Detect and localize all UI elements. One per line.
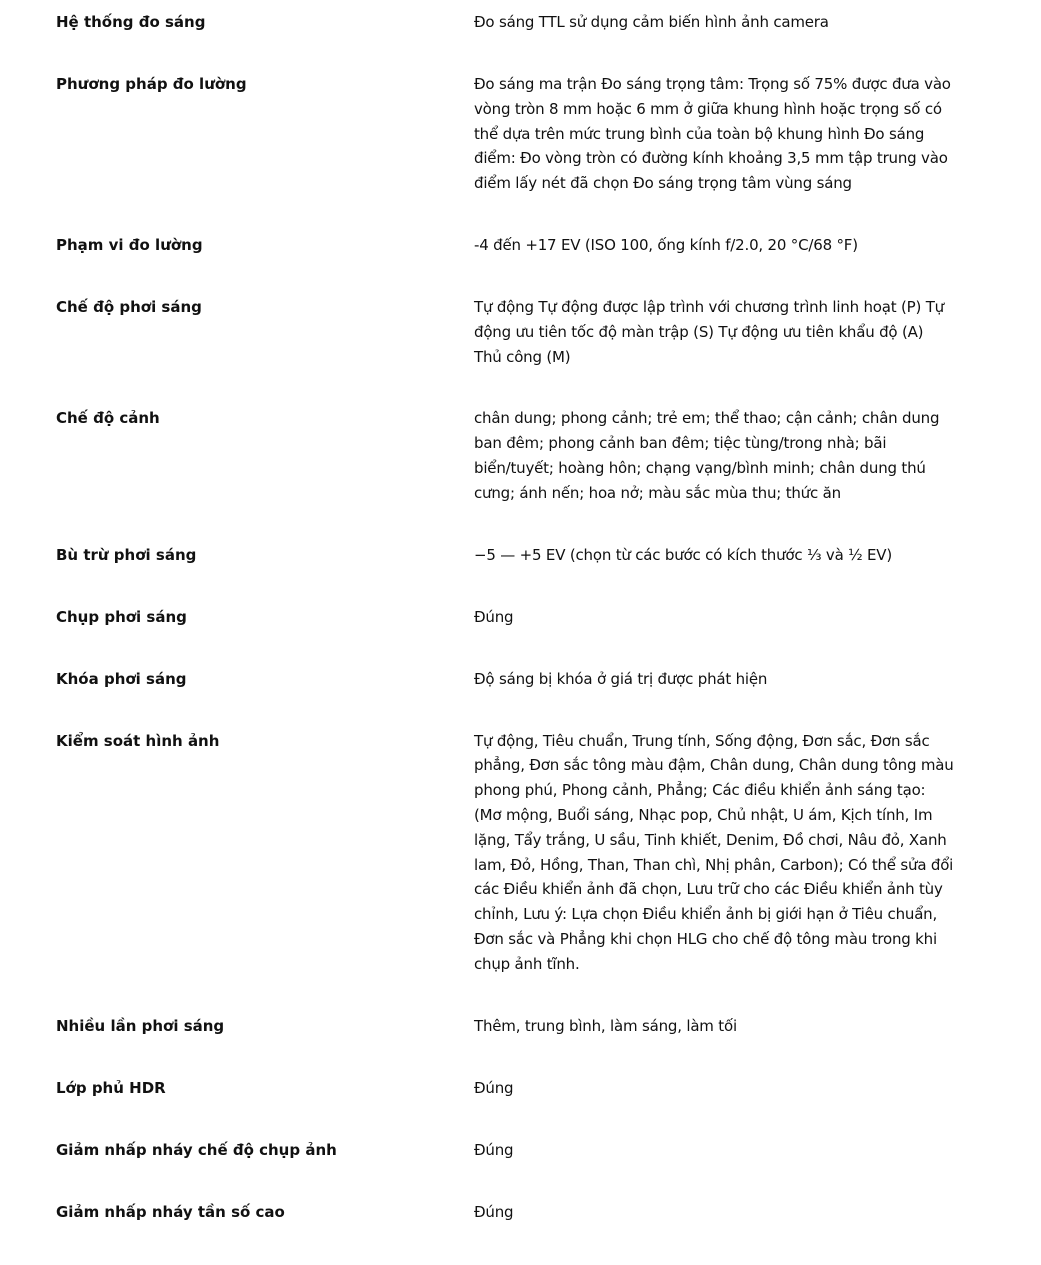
spec-value: Đo sáng ma trận Đo sáng trọng tâm: Trọng số 75% được đưa vào vòng tròn 8 mm hoặc 6 mm ở giữa khung hình hoặc trọng số có thể dựa trên mức trung bình của toàn bộ khung hình Đo sáng điểm: Đo vòng tròn có đường kính khoảng 3,5 mm tập trung vào điểm lấy nét đã chọn Đo sáng trọng tâm vùng sáng — [474, 75, 951, 193]
spec-row — [0, 72, 1041, 233]
spec-label: Khóa phơi sáng — [56, 669, 187, 688]
spec-label: Chế độ phơi sáng — [56, 297, 202, 316]
spec-value: Độ sáng bị khóa ở giá trị được phát hiện — [474, 669, 768, 688]
spec-row — [0, 667, 1041, 729]
spec-row — [0, 729, 1041, 1014]
spec-row — [0, 605, 1041, 667]
spec-row — [0, 233, 1041, 295]
spec-label: Phương pháp đo lường — [56, 75, 247, 93]
spec-label: Chụp phơi sáng — [56, 607, 187, 626]
spec-label: Nhiều lần phơi sáng — [56, 1016, 225, 1035]
spec-label: Kiểm soát hình ảnh — [56, 731, 220, 750]
spec-value: Đúng — [474, 1140, 514, 1159]
spec-value: Tự động, Tiêu chuẩn, Trung tính, Sống động, Đơn sắc, Đơn sắc phẳng, Đơn sắc tông màu đậm, Chân dung, Chân dung tông màu phong phú, Phong cảnh, Phẳng; Các điều khiển ảnh sáng tạo: (Mơ mộng, Buổi sáng, Nhạc pop, Chủ nhật, U ám, Kịch tính, Im lặng, Tẩy trắng, U sầu, Tinh khiết, Denim, Đồ chơi, Nâu đỏ, Xanh lam, Đỏ, Hồng, Than, Than chì, Nhị phân, Carbon); Có thể sửa đổi các Điều khiển ảnh đã chọn, Lưu trữ cho các Điều khiển ảnh tùy chỉnh, Lưu ý: Lựa chọn Điều khiển ảnh bị giới hạn ở Tiêu chuẩn, Đơn sắc và Phẳng khi chọn HLG cho chế độ tông màu trong khi chụp ảnh tĩnh. — [474, 731, 954, 973]
spec-row — [0, 295, 1041, 406]
spec-label: Bù trừ phơi sáng — [56, 545, 197, 564]
spec-label: Phạm vi đo lường — [56, 235, 203, 254]
spec-row — [0, 1138, 1041, 1200]
spec-row — [0, 1200, 1041, 1262]
spec-value: -4 đến +17 EV (ISO 100, ống kính f/2.0, 20 °C/68 °F) — [474, 235, 858, 254]
spec-value: Tự động Tự động được lập trình với chương trình linh hoạt (P) Tự động ưu tiên tốc độ màn trập (S) Tự động ưu tiên khẩu độ (A) Thủ công (M) — [474, 297, 944, 366]
spec-row — [0, 406, 1041, 542]
spec-value: Đúng — [474, 607, 514, 626]
spec-value: Đúng — [474, 1078, 514, 1097]
spec-value: −5 — +5 EV (chọn từ các bước có kích thước ⅓ và ½ EV) — [474, 545, 893, 564]
spec-row — [0, 1076, 1041, 1138]
spec-label: Lớp phủ HDR — [56, 1078, 166, 1097]
spec-label: Hệ thống đo sáng — [56, 13, 206, 31]
spec-value: Thêm, trung bình, làm sáng, làm tối — [474, 1016, 737, 1035]
spec-label: Giảm nhấp nháy chế độ chụp ảnh — [56, 1140, 337, 1159]
spec-row — [0, 1014, 1041, 1076]
spec-row — [0, 10, 1041, 72]
spec-label: Chế độ cảnh — [56, 409, 160, 428]
spec-value: Đo sáng TTL sử dụng cảm biến hình ảnh camera — [474, 13, 829, 31]
spec-value: chân dung; phong cảnh; trẻ em; thể thao; cận cảnh; chân dung ban đêm; phong cảnh ban đêm; tiệc tùng/trong nhà; bãi biển/tuyết; hoàng hôn; chạng vạng/bình minh; chân dung thú cưng; ánh nến; hoa nở; màu sắc mùa thu; thức ăn — [474, 409, 940, 502]
spec-row — [0, 543, 1041, 605]
spec-value: Đúng — [474, 1202, 514, 1221]
spec-label: Giảm nhấp nháy tần số cao — [56, 1202, 285, 1221]
